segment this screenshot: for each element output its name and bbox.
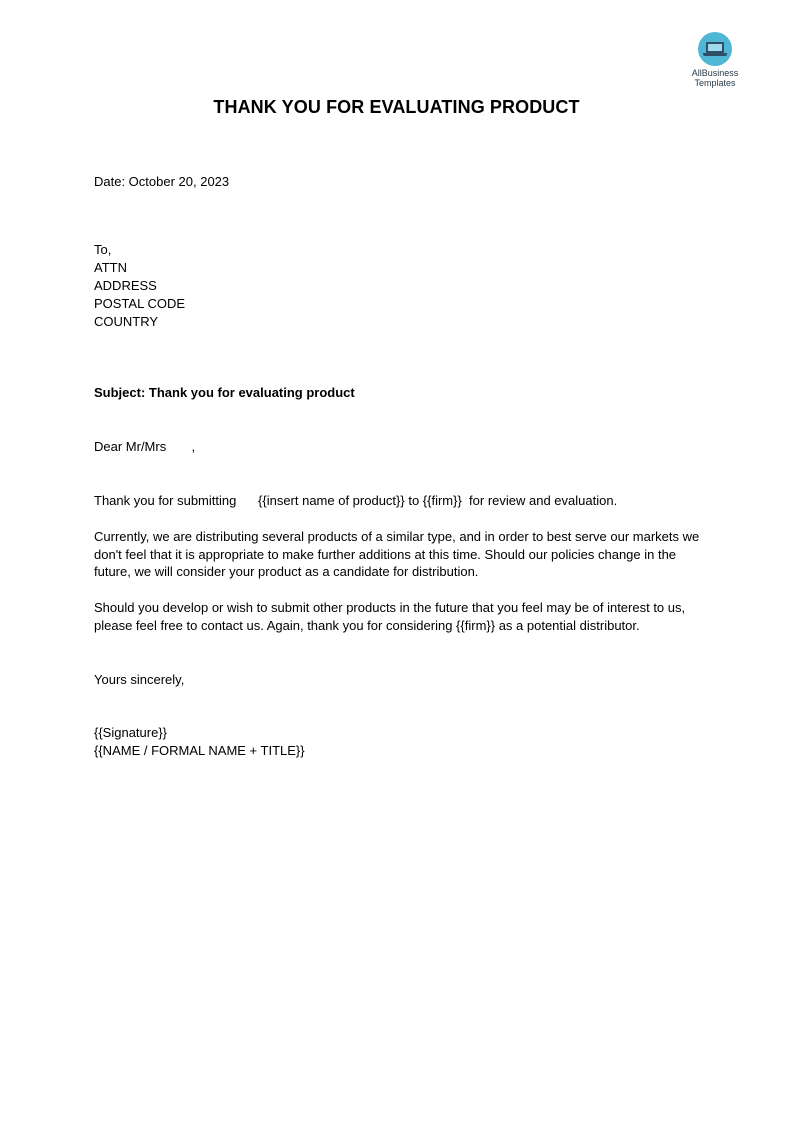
laptop-icon: [698, 32, 732, 66]
closing: Yours sincerely,: [94, 672, 185, 687]
body-paragraph-1: Thank you for submitting {{insert name of product}} to {{firm}} for review and evaluation.: [94, 493, 618, 508]
recipient-attn: ATTN: [94, 260, 127, 275]
subject-line: Subject: Thank you for evaluating product: [94, 385, 355, 400]
date-line: Date: October 20, 2023: [94, 174, 230, 189]
body-paragraph-3: Should you develop or wish to submit other products in the future that you feel may be of interest to us, please feel free to contact us. Again, thank you for considering {{firm}} as a potential distributor.: [94, 600, 686, 633]
recipient-country: COUNTRY: [94, 314, 159, 329]
document-title: THANK YOU FOR EVALUATING PRODUCT: [213, 97, 580, 117]
recipient-to: To,: [94, 242, 112, 257]
recipient-postal-code: POSTAL CODE: [94, 296, 186, 311]
name-title-placeholder: {{NAME / FORMAL NAME + TITLE}}: [94, 743, 305, 758]
logo-text-line1: AllBusiness: [691, 68, 739, 78]
salutation: Dear Mr/Mrs ,: [94, 439, 196, 454]
recipient-address: ADDRESS: [94, 278, 157, 293]
signature-placeholder: {{Signature}}: [94, 725, 168, 740]
logo-text-line2: Templates: [694, 78, 736, 88]
body-paragraph-2: Currently, we are distributing several products of a similar type, and in order to best serve our markets we don't feel that it is appropriate to make further additions at this time. Should our policies change in the future, we will consider your product as a candidate for distribution.: [94, 529, 700, 579]
allbusiness-templates-logo: [680, 32, 750, 88]
